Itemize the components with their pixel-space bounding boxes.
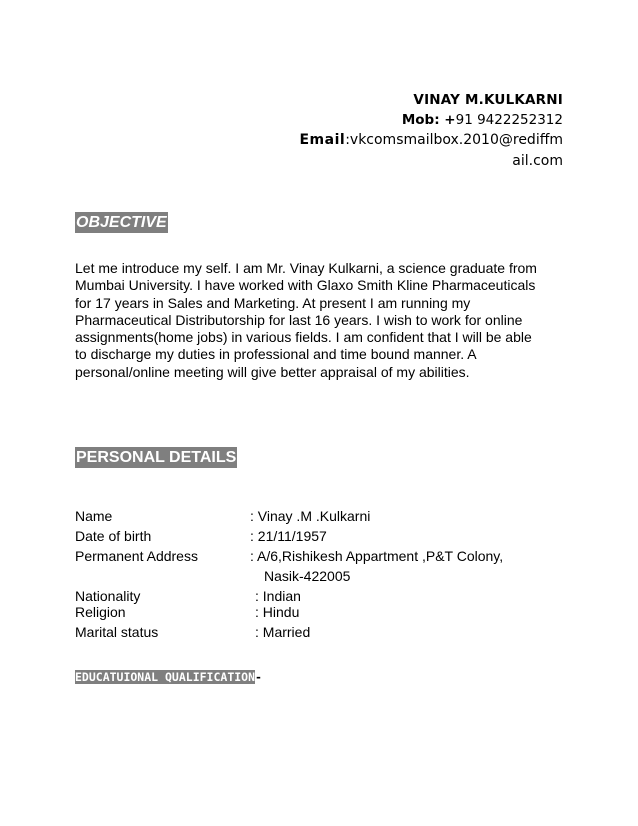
email-value-line-2: ail.com (512, 153, 563, 169)
objective-line: Let me introduce my self. I am Mr. Vinay Kulkarni, a science graduate from (75, 260, 537, 276)
email-value-line-1: :vkcomsmailbox.2010@rediffm (345, 132, 563, 148)
objective-paragraph (75, 260, 565, 381)
dob-value: : 21/11/1957 (250, 528, 327, 544)
marital-value: : Married (255, 624, 311, 640)
mobile-label: Mob: + (401, 112, 456, 128)
objective-heading: OBJECTIVE (76, 214, 167, 231)
objective-line: personal/online meeting will give better appraisal of my abilities. (75, 363, 470, 380)
nationality-label: Nationality (75, 588, 141, 604)
objective-line: Pharmaceutical Distributorship for last 16 years. I wish to work for online (75, 311, 523, 328)
objective-line: Mumbai University. I have worked with Glaxo Smith Kline Pharmaceuticals (75, 277, 536, 294)
email-label: Email (299, 132, 346, 148)
address-label: Permanent Address (75, 548, 198, 564)
objective-line: assignments(home jobs) in various fields. I am confident that I will be able (75, 329, 532, 346)
objective-line: for 17 years in Sales and Marketing. At present I am running my (75, 294, 471, 311)
mobile-value: 91 9422252312 (455, 112, 563, 128)
dob-label: Date of birth (75, 528, 152, 544)
name-value: : Vinay .M .Kulkarni (250, 508, 371, 524)
candidate-name: VINAY M.KULKARNI (413, 92, 563, 108)
marital-label: Marital status (75, 624, 159, 640)
objective-line: to discharge my duties in professional and time bound manner. A (75, 346, 477, 363)
name-label: Name (75, 508, 113, 524)
address-value-line-2: Nasik-422005 (264, 568, 351, 584)
email-address (299, 130, 563, 172)
education-heading: EDUCATUIONAL QUALIFICATION (75, 670, 256, 684)
nationality-value: : Indian (255, 588, 301, 604)
mobile-number (402, 112, 563, 128)
religion-value: : Hindu (255, 604, 300, 620)
education-heading-dash: - (255, 670, 262, 684)
education-heading-row (75, 668, 262, 686)
personal-details-heading: PERSONAL DETAILS (76, 449, 237, 466)
religion-label: Religion (75, 604, 126, 620)
address-value-line-1: : A/6,Rishikesh Appartment ,P&T Colony, (250, 548, 504, 564)
